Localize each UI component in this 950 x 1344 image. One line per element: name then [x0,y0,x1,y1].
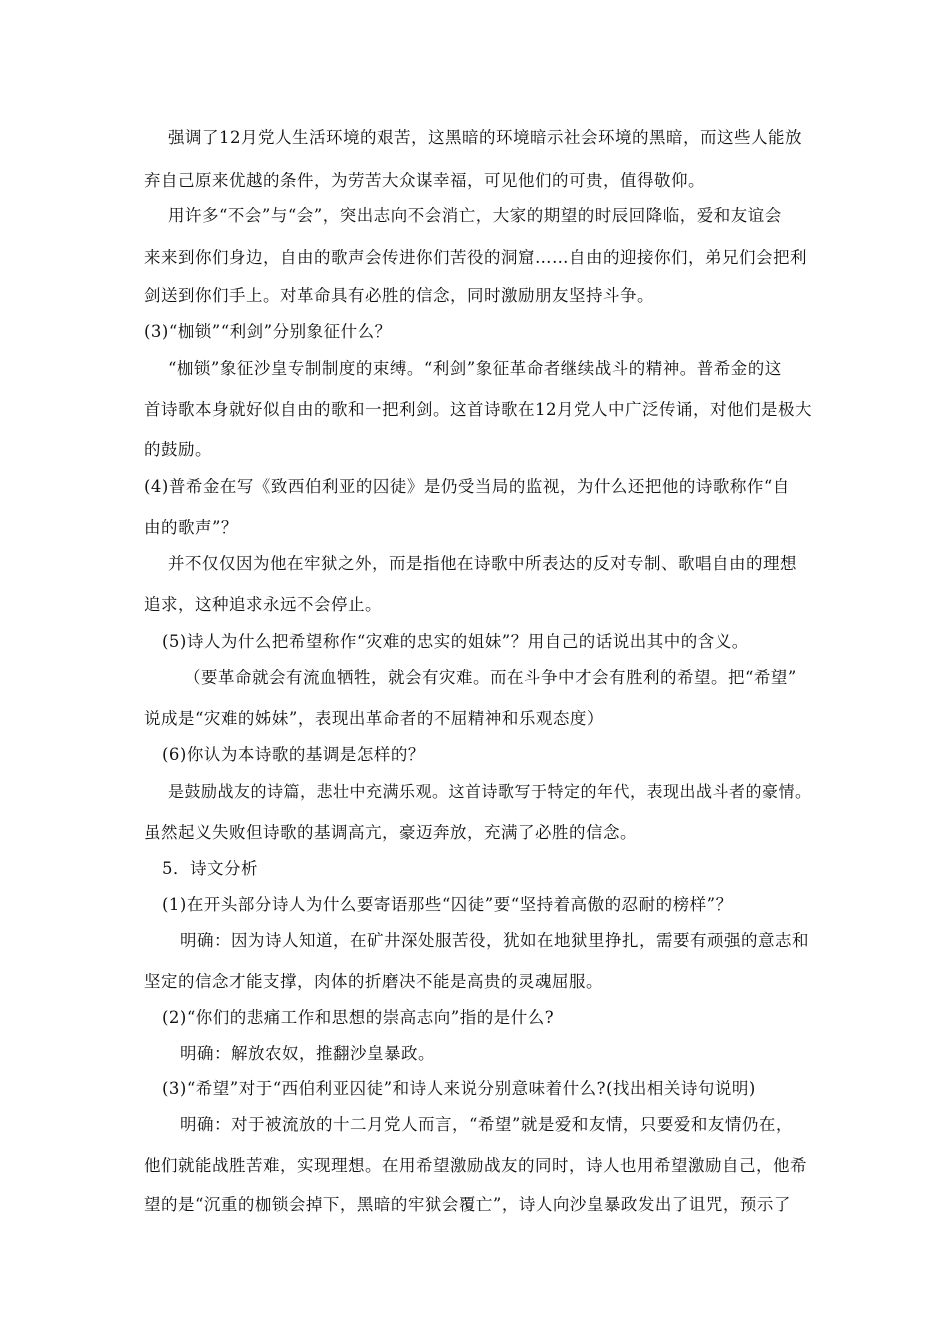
text-line: 望的是“沉重的枷锁会掉下，黑暗的牢狱会覆亡”，诗人向沙皇暴政发出了诅咒，预示了 [144,1195,791,1214]
text-line: “枷锁”象征沙皇专制制度的束缚。“利剑”象征革命者继续战斗的精神。普希金的这 [168,359,782,378]
question-heading: (4)普希金在写《致西伯利亚的囚徒》是仍受当局的监视，为什么还把他的诗歌称作“自 [144,477,790,496]
text-line: 他们就能战胜苦难，实现理想。在用希望激励战友的同时，诗人也用希望激励自己，他希 [144,1156,807,1175]
question-heading: (2)“你们的悲痛工作和思想的崇高志向”指的是什么? [162,1008,555,1027]
text-line: （要革命就会有流血牺牲，就会有灾难。而在斗争中才会有胜利的希望。把“希望” [184,668,797,687]
text-line: 来来到你们身边，自由的歌声会传进你们苦役的洞窟……自由的迎接你们，弟兄们会把利 [144,248,807,267]
text-line: 追求，这种追求永远不会停止。 [144,595,382,614]
text-line: 坚定的信念才能支撑，肉体的折磨决不能是高贵的灵魂屈服。 [144,972,603,991]
text-line: 是鼓励战友的诗篇，悲壮中充满乐观。这首诗歌写于特定的年代，表现出战斗者的豪情。 [168,782,812,801]
text-line: 说成是“灾难的姊妹”，表现出革命者的不屈精神和乐观态度） [144,709,604,728]
text-line: 首诗歌本身就好似自由的歌和一把利剑。这首诗歌在12月党人中广泛传诵，对他们是极大 [144,400,812,419]
text-line: 虽然起义失败但诗歌的基调高亢，豪迈奔放，充满了必胜的信念。 [144,823,637,842]
text-line: 明确：对于被流放的十二月党人而言，“希望”就是爱和友情，只要爱和友情仍在， [180,1115,793,1134]
text-line: 由的歌声”？ [144,518,238,537]
text-line: 并不仅仅因为他在牢狱之外，而是指他在诗歌中所表达的反对专制、歌唱自由的理想 [168,554,797,573]
text-line: 剑送到你们手上。对革命具有必胜的信念，同时激励朋友坚持斗争。 [144,286,654,305]
section-heading: 5．诗文分析 [162,859,258,878]
question-heading: (5)诗人为什么把希望称作“灾难的忠实的姐妹”？用自己的话说出其中的含义。 [162,632,749,651]
question-heading: (3)“枷锁”“利剑”分别象征什么？ [144,322,392,341]
text-line: 明确：解放农奴，推翻沙皇暴政。 [180,1044,435,1063]
text-line: 明确：因为诗人知道，在矿井深处服苦役，犹如在地狱里挣扎，需要有顽强的意志和 [180,931,809,950]
text-line: 用许多“不会”与“会”，突出志向不会消亡，大家的期望的时辰回降临，爱和友谊会 [168,206,782,225]
question-heading: (6)你认为本诗歌的基调是怎样的？ [162,745,425,764]
text-line: 的鼓励。 [144,440,212,459]
text-line: 弃自己原来优越的条件，为劳苦大众谋幸福，可见他们的可贵，值得敬仰。 [144,171,705,190]
question-heading: (1)在开头部分诗人为什么要寄语那些“囚徒”要“坚持着高傲的忍耐的榜样”？ [162,895,733,914]
text-line: 强调了12月党人生活环境的艰苦，这黑暗的环境暗示社会环境的黑暗，而这些人能放 [168,128,802,147]
question-heading: (3)“希望”对于“西伯利亚囚徒”和诗人来说分别意味着什么?(找出相关诗句说明) [162,1079,756,1098]
